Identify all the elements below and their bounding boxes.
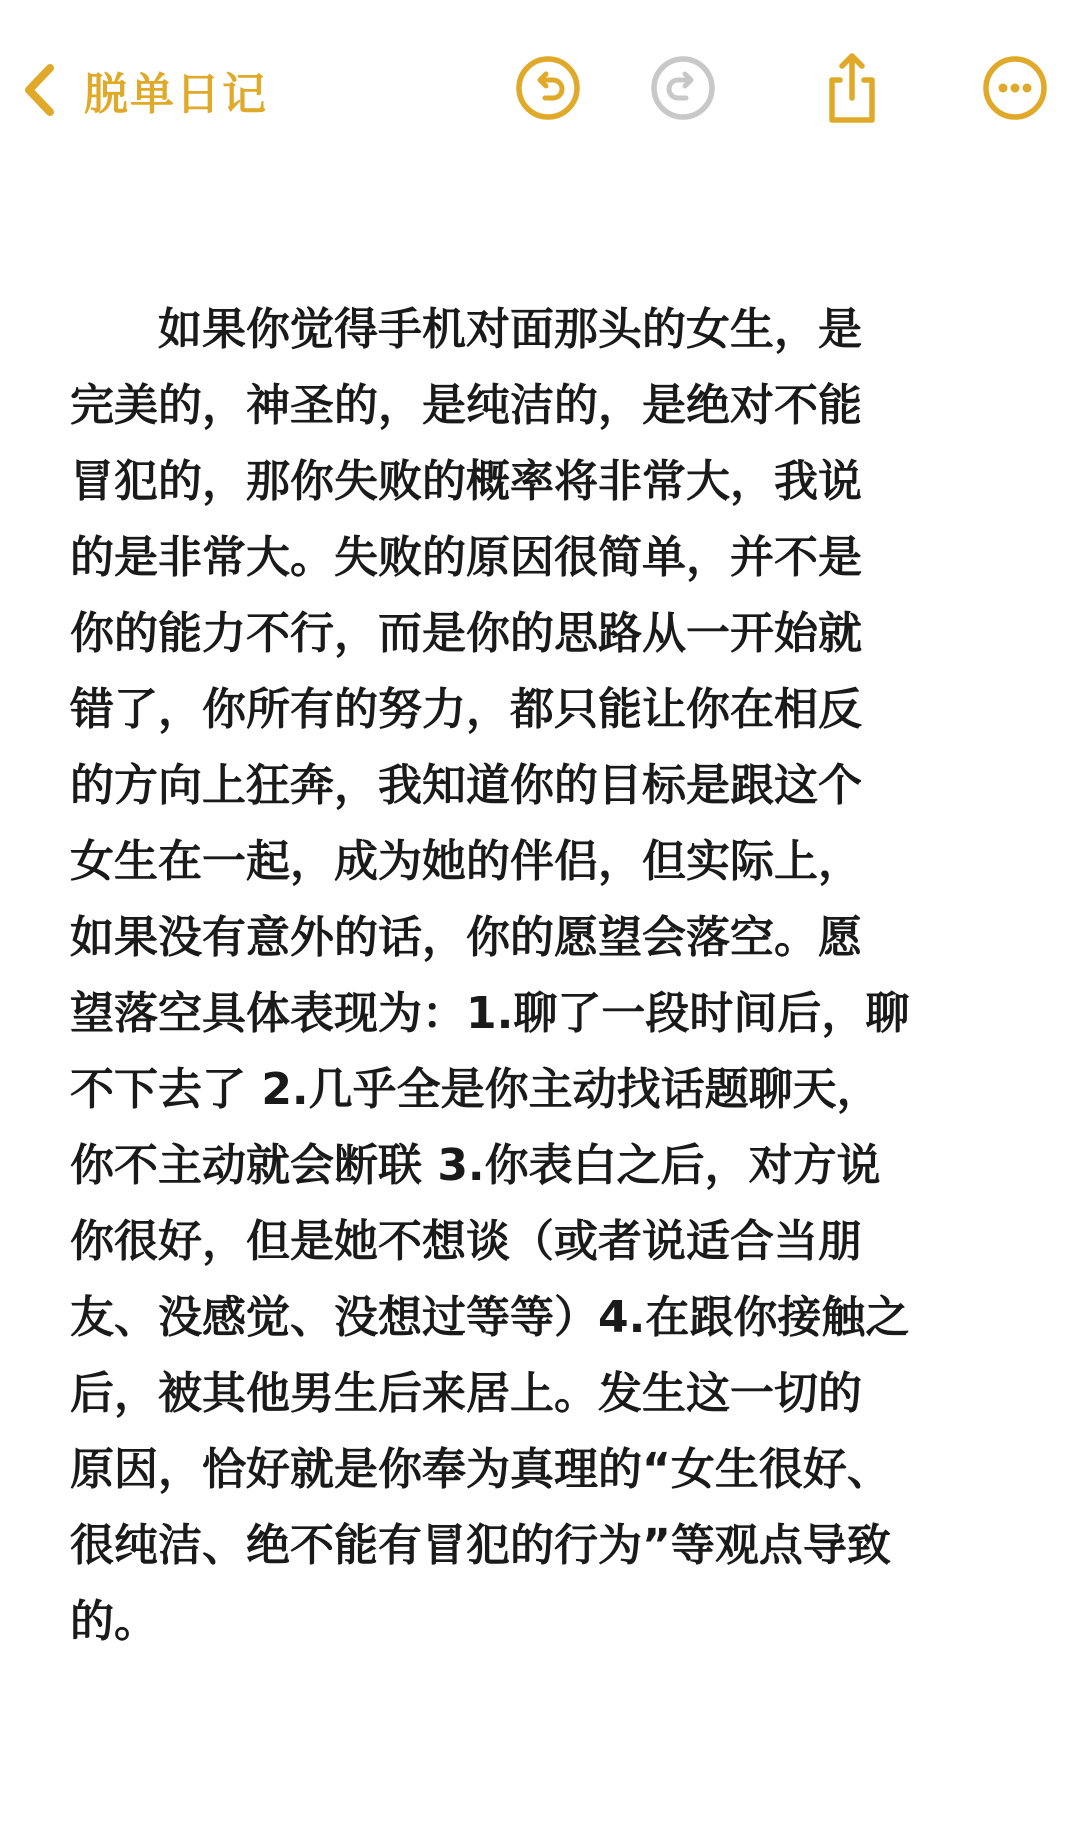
back-button[interactable]	[22, 52, 268, 128]
chevron-left-icon	[22, 62, 56, 118]
note-line: 如果你觉得手机对面那头的女生，是	[70, 304, 862, 355]
redo-icon	[643, 48, 723, 128]
more-button[interactable]	[975, 48, 1055, 128]
note-line: 你不主动就会断联 3.你表白之后，对方说	[70, 1140, 881, 1191]
undo-button[interactable]	[508, 48, 588, 128]
note-line: 冒犯的，那你失败的概率将非常大，我说	[70, 456, 862, 507]
undo-icon	[508, 48, 588, 128]
note-line: 友、没感觉、没想过等等）4.在跟你接触之	[70, 1292, 910, 1343]
note-line: 很纯洁、绝不能有冒犯的行为”等观点导致	[70, 1520, 891, 1571]
note-line: 你很好，但是她不想谈（或者说适合当朋	[70, 1216, 862, 1267]
more-icon	[975, 48, 1055, 128]
note-line: 的方向上狂奔，我知道你的目标是跟这个	[70, 760, 862, 811]
back-label: 脱单日记	[84, 69, 268, 120]
note-line: 的。	[70, 1596, 158, 1647]
note-line: 后，被其他男生后来居上。发生这一切的	[70, 1368, 862, 1419]
note-line: 错了，你所有的努力，都只能让你在相反	[70, 684, 862, 735]
share-icon	[812, 48, 892, 128]
redo-button[interactable]	[643, 48, 723, 128]
note-line: 不下去了 2.几乎全是你主动找话题聊天，	[70, 1064, 881, 1115]
note-line: 如果没有意外的话，你的愿望会落空。愿	[70, 912, 862, 963]
note-line: 的是非常大。失败的原因很简单，并不是	[70, 532, 862, 583]
share-button[interactable]	[812, 48, 892, 128]
note-body[interactable]	[70, 292, 1030, 1660]
note-line: 女生在一起，成为她的伴侣，但实际上，	[70, 836, 862, 887]
note-toolbar	[0, 0, 1080, 180]
note-line: 你的能力不行，而是你的思路从一开始就	[70, 608, 862, 659]
note-line: 原因，恰好就是你奉为真理的“女生很好、	[70, 1444, 891, 1495]
note-line: 望落空具体表现为：1.聊了一段时间后，聊	[70, 988, 910, 1039]
note-line: 完美的，神圣的，是纯洁的，是绝对不能	[70, 380, 862, 431]
